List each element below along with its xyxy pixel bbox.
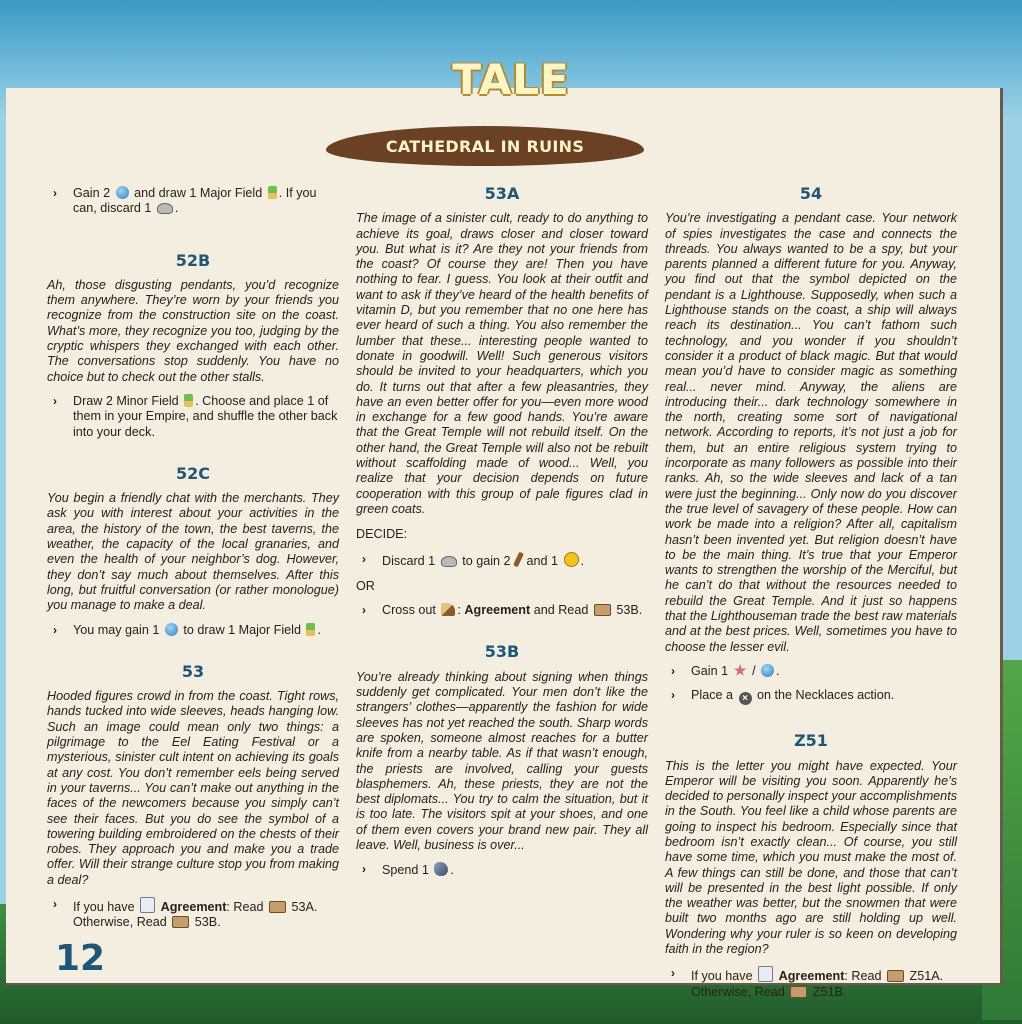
bullet-z51: › If you have Agreement: Read Z51A. Otherwise, Read Z51B. — [671, 966, 944, 999]
quill-icon — [441, 603, 455, 616]
agreement-scroll-icon — [140, 897, 155, 913]
cross-token-icon: × — [739, 692, 752, 705]
story-z51: This is the letter you might have expected. Your Emperor will be visiting you soon. Apparently he’s decided to personally inspect your accomplishments in the South. You feel like a child whose parents are going to inspect his bedroom. Especially since that bedroom isn’t exactly clean... Of course, you still have some time, which you must make the most of. A few things can still be done, and those that can’t will be presented in the best light possible. If only the weather was better, but the snowmen that were built two months ago are still holding up well. Wondering why your ruler is so keen on developing faith in the region? — [665, 758, 957, 957]
globe-icon — [165, 623, 178, 636]
chapter-title: CATHEDRAL IN RUINS — [385, 136, 585, 156]
agreement-scroll-icon — [758, 966, 773, 982]
page-title: TALE — [452, 55, 570, 104]
arrow-icon: › — [671, 663, 675, 678]
book-icon — [172, 916, 189, 928]
bullet-53a-cross: › Cross out : Agreement and Read 53B. — [362, 603, 643, 618]
arrow-icon: › — [671, 966, 675, 981]
bullet-52b: › Draw 2 Minor Field . Choose and place 1 of them in your Empire, and shuffle the other back into your deck. — [53, 393, 338, 439]
bullet-53b: › Spend 1 . — [362, 862, 454, 878]
chapter-banner — [326, 126, 644, 166]
bullet-54-gain: › Gain 1 / . — [671, 663, 780, 678]
bullet-53: › If you have Agreement: Read 53A. Otherwise, Read 53B. — [53, 896, 318, 930]
section-title-54: 54 — [799, 184, 823, 203]
arrow-icon: › — [53, 393, 57, 408]
arrow-icon: › — [362, 551, 366, 566]
major-field-icon — [268, 186, 277, 199]
story-52c: You begin a friendly chat with the merchants. They ask you with interest about your activities in the area, the history of the town, the best taverns, the weather, the capacity of the local granaries, and even the health of your neighbor’s dog. However, they don’t say much about themselves. After this long, but fruitful conversation (or rather monologue) you manage to make a deal. — [47, 491, 339, 613]
section-title-z51: Z51 — [794, 731, 828, 751]
section-title-53: 53 — [181, 661, 205, 681]
stone-icon — [157, 203, 173, 214]
star-icon — [734, 664, 747, 677]
section-title-52b: 52B — [175, 250, 211, 270]
column-middle — [356, 186, 648, 879]
globe-icon — [761, 664, 774, 677]
arrow-icon: › — [671, 688, 675, 703]
book-icon — [887, 970, 904, 982]
bullet-54-place: › Place a × on the Necklaces action. — [671, 688, 895, 705]
column-right — [665, 186, 957, 1000]
bullet-gain: › Gain 2 and draw 1 Major Field . If you can, discard 1 . — [53, 186, 317, 216]
globe-icon — [116, 186, 129, 199]
stone-icon — [441, 556, 457, 567]
bullet-53a-discard: › Discard 1 to gain 2 and 1 . — [362, 551, 585, 568]
decide-label: DECIDE: — [356, 527, 408, 542]
story-54: You’re investigating a pendant case. Your network of spies investigates the case and connects the threads. You always wanted to be a spy, but your parents planned a different future for you. Anyway, you find out that the symbol depicted on the pendant is a Lighthouse. Supposedly, when such a Lighthouse stands on the coast, a ship will always reach its destination... You can’t fathom such technology, and you wonder if you shouldn’t consider it a product of black magic. But that would mean you’d have to consider magic as something real... never mind. Anyway, the aliens are introducing their... dark technology somewhere in the north, creating some sort of navigational network. According to reports, it’s not just a job for them, but an entire religious system trying to incorporate as many followers as possible into their ranks. Ah, so the wide sleeves and lack of a tan were just the beginning... Only now do you discover the true level of savagery of these people. How can work be made into a religion? After all, capitalism hasn’t been invented yet. But religion doesn’t have to be the main thing. It’s true that your Emperor wants to strengthen the worship of the Merciful, but he can’t do that without the resources needed to rebuild the Great Temple. And it just so happens that the Lighthouseman trade the best raw materials and at the best prices. Well, sometimes you have to choose the lesser evil. — [665, 211, 957, 654]
book-icon — [594, 604, 611, 616]
arrow-icon: › — [53, 622, 57, 637]
story-52b: Ah, those disgusting pendants, you’d recognize them anywhere. They’re worn by your friends you recognize from the construction site on the coast. What’s more, they recognize you too, judging by the cryptic whispers they exchanged with each other. The conversations stop suddenly. You have no choice but to check out the other stalls. — [47, 277, 339, 384]
coin-icon — [564, 552, 579, 567]
arrow-icon: › — [53, 896, 57, 911]
column-left — [47, 186, 339, 931]
wood-icon — [513, 551, 524, 567]
arrow-icon: › — [362, 862, 366, 877]
story-53b: You’re already thinking about signing when things suddenly get complicated. Your men don’t like the strangers’ clothes—apparently the fashion for wide sleeves has not yet reached the south. Sharp words are spoken, someone almost reaches for a butter knife from a nearby table. As if that wasn’t enough, the priests are involved, calling your guests blasphemers. Ah, these priests, they are not the best diplomats... You try to calm the situation, but it is too late. The visitors spit at your shoes, and one of them even covers your brand new pair. They all leave. Well, business is over... — [356, 669, 648, 852]
story-53: Hooded figures crowd in from the coast. Tight rows, hands tucked into wide sleeves, heads hanging low. Such an image could mean only two things: a pilgrimage to the Eel Eating Festival or a mysterious, sinister cult intent on achieving its goals at any cost. You don’t remember eels being served in your taverns... You can’t make out anything in the faces of the newcomers because you simply can’t see their faces. But you do see the symbol of a towering building embroidered on the chests of their robes. They approach you and make you a trade offer. Will their strange culture stop you from making a deal? — [47, 689, 339, 887]
section-title-53b: 53B — [484, 642, 520, 662]
section-title-52c: 52C — [175, 463, 210, 483]
bullet-52c: › You may gain 1 to draw 1 Major Field . — [53, 622, 321, 637]
book-icon — [269, 901, 286, 913]
arrow-icon: › — [362, 603, 366, 618]
minor-field-icon — [184, 394, 193, 407]
or-label: OR — [356, 578, 375, 593]
major-field-icon — [306, 623, 315, 636]
page-number: 12 — [55, 938, 106, 979]
arrow-icon: › — [53, 186, 57, 200]
story-53a: The image of a sinister cult, ready to do anything to achieve its goal, draws closer and closer toward you. But what is it? Are they not your friends from the coast? Of course they are! Then you have nothing to fear. I guess. You look at their outfit and want to ask if they’ve heard of the health benefits of vitamin D, but you remember that no one here has ever heard of such a thing. You also remember the lumber that these... interesting people wanted to donate in goodwill. Well! Such generous visitors should be invited to your headquarters, which you do. It turns out that after a few pleasantries, they have an even better offer for you—even more wood in exchange for a few good hands. You’re aware that the Great Temple will not rebuild itself. On the other hand, the Great Temple will also not be rebuilt without scaffolding made of wood... Well, you realize that your decision depends on future cooperation with this group of pale figures clad in green coats. — [356, 211, 648, 516]
section-title-53a: 53A — [484, 184, 520, 203]
book-icon — [790, 986, 807, 998]
influence-icon — [434, 862, 448, 876]
